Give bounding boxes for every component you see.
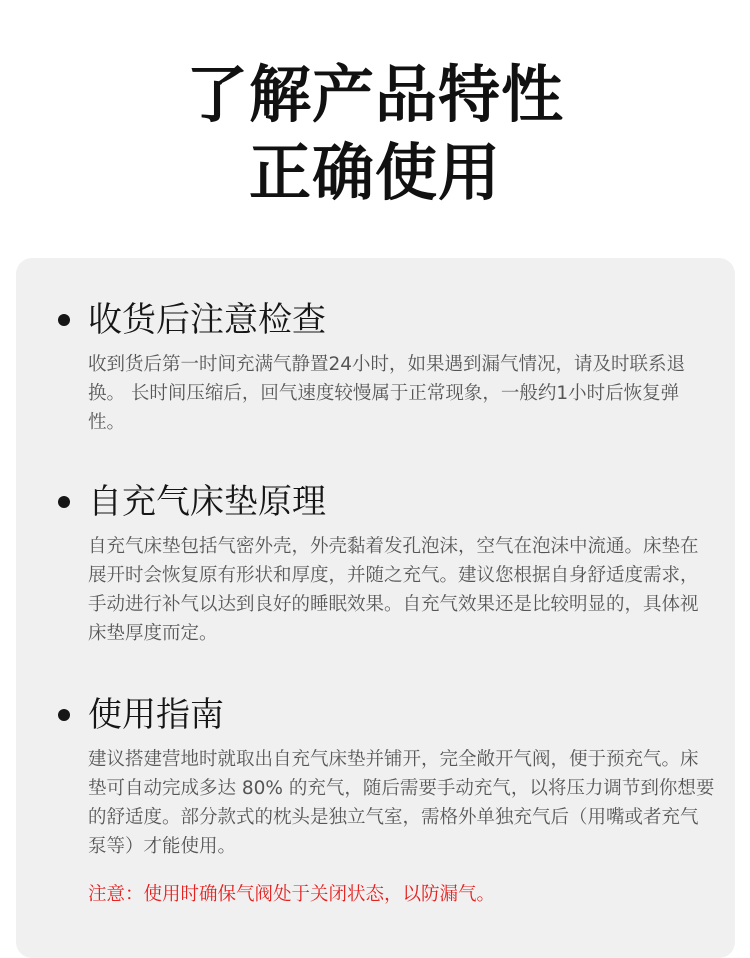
bullet-icon bbox=[58, 314, 70, 326]
section-principle bbox=[16, 480, 735, 648]
bullet-icon bbox=[58, 709, 70, 721]
section-usage-guide bbox=[16, 693, 735, 861]
section-title-text: 自充气床垫原理 bbox=[88, 482, 326, 522]
section-body: 建议搭建营地时就取出自充气床垫并铺开，完全敞开气阀，便于预充气。床垫可自动完成多达 80% 的充气，随后需要手动充气，以将压力调节到你想要的舒适度。部分款式的枕头是独立气室，需格外单独充气后（用嘴或者充气泵等）才能使用。 bbox=[88, 749, 715, 857]
section-title bbox=[88, 480, 735, 524]
hero-title-line-2: 正确使用 bbox=[248, 136, 501, 209]
section-title bbox=[88, 298, 735, 342]
section-body: 收到货后第一时间充满气静置24小时，如果遇到漏气情况，请及时联系退换。 长时间压缩后，回气速度较慢属于正常现象，一般约1小时后恢复弹性。 bbox=[88, 354, 686, 433]
section-title-text: 收货后注意检查 bbox=[88, 300, 326, 340]
info-card bbox=[16, 258, 735, 958]
hero-title-line-1: 了解产品特性 bbox=[185, 58, 564, 131]
section-body: 自充气床垫包括气密外壳，外壳黏着发孔泡沫，空气在泡沫中流通。床垫在展开时会恢复原有形状和厚度，并随之充气。建议您根据自身舒适度需求，手动进行补气以达到良好的睡眠效果。自充气效果还是比较明显的，具体视床垫厚度而定。 bbox=[88, 536, 699, 644]
hero-heading bbox=[0, 56, 750, 212]
section-title-text: 使用指南 bbox=[88, 695, 224, 735]
section-inspection bbox=[16, 298, 735, 437]
section-title bbox=[88, 693, 735, 737]
warning-notice: 注意：使用时确保气阀处于关闭状态，以防漏气。 bbox=[88, 884, 496, 905]
bullet-icon bbox=[58, 496, 70, 508]
